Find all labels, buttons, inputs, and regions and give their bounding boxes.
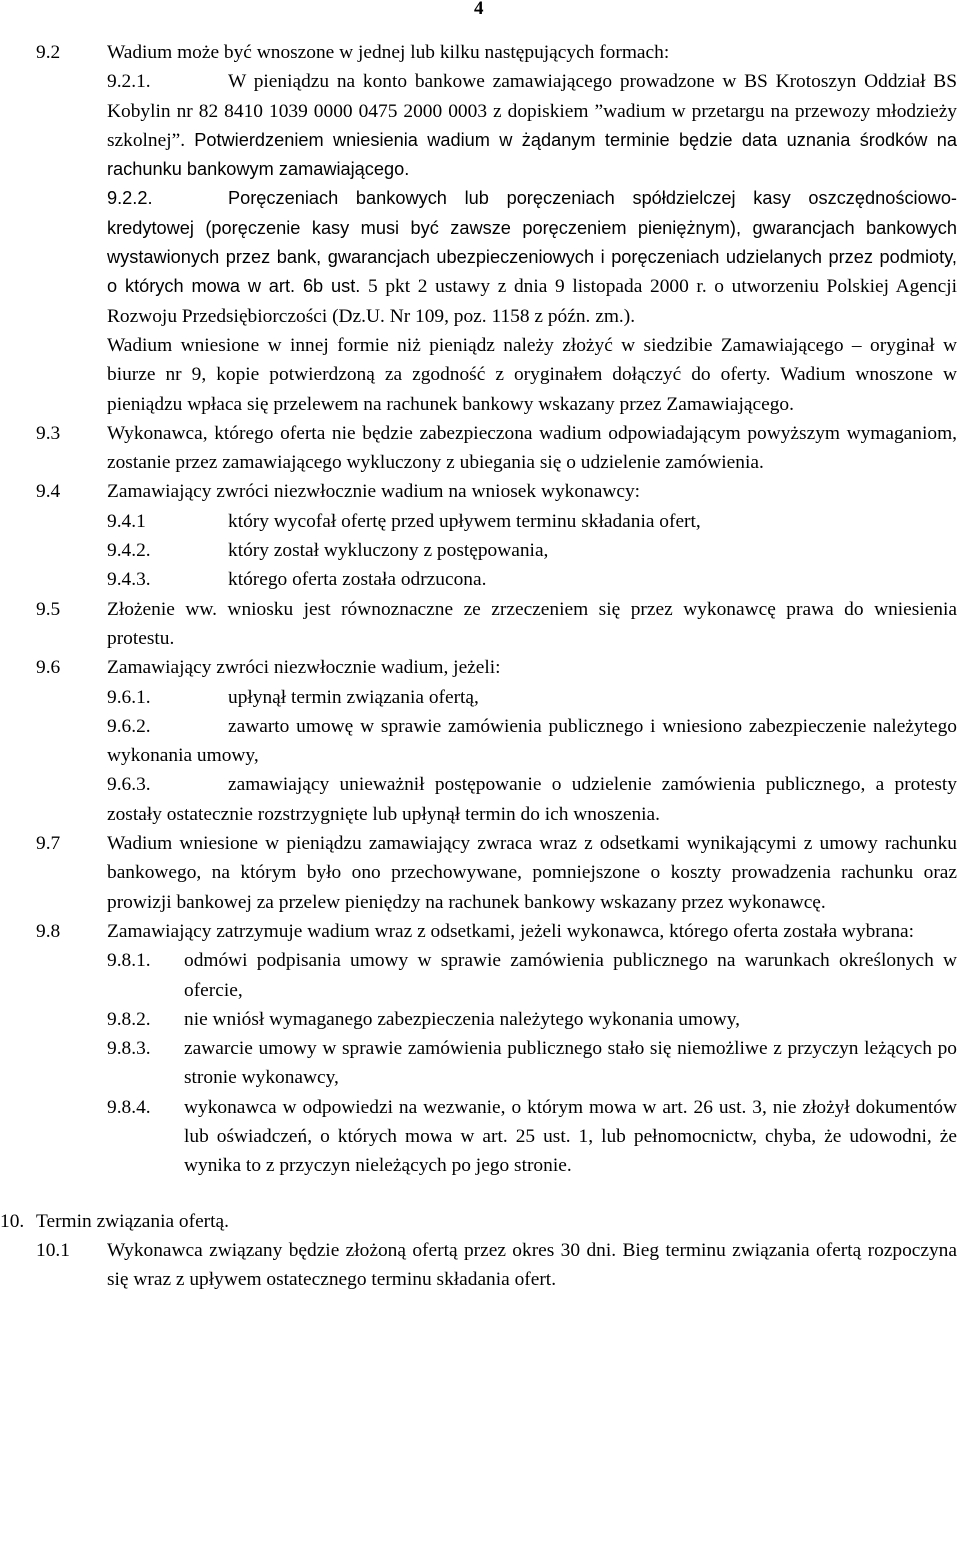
subsection-number: 9.2.1. xyxy=(107,71,151,93)
subsection-9-2-2 xyxy=(107,184,957,330)
item-number: 9.8.4. xyxy=(107,1096,151,1118)
section-9-2 xyxy=(0,38,960,67)
item-number: 9.8.1. xyxy=(107,950,151,972)
list-item xyxy=(107,507,957,536)
section-9-8 xyxy=(0,917,960,946)
item-text: zawarto umowę w sprawie zamówienia publicznego i wniesiono zabezpieczenie należytego wykonania umowy, xyxy=(107,715,957,767)
subsection-number: 9.2.2. xyxy=(107,188,153,209)
list-item xyxy=(107,536,957,565)
section-text: Zamawiający zwróci niezwłocznie wadium na wniosek wykonawcy: xyxy=(107,481,641,503)
list-item xyxy=(107,712,957,771)
item-number: 9.4.2. xyxy=(107,540,151,562)
subsection-text-sans: Potwierdzeniem wniesienia wadium w żądanym terminie będzie data uznania środków na rachunku bankowym zamawiającego. xyxy=(107,129,957,180)
section-text: Złożenie ww. wniosku jest równoznaczne ze zrzeczeniem się przez wykonawcę prawa do wniesienia protestu. xyxy=(107,598,957,649)
spacer xyxy=(0,1181,960,1207)
section-9-3 xyxy=(0,419,960,478)
list-item xyxy=(107,683,957,712)
item-number: 9.8.3. xyxy=(107,1038,151,1060)
item-number: 9.6.1. xyxy=(107,686,151,708)
list-item xyxy=(107,1034,957,1093)
section-number: 9.2 xyxy=(36,42,61,63)
item-text: nie wniósł wymaganego zabezpieczenia należytego wykonania umowy, xyxy=(184,1008,741,1030)
section-title: Termin związania ofertą. xyxy=(36,1210,229,1232)
section-number: 9.3 xyxy=(36,422,61,444)
section-text: Wadium wniesione w pieniądzu zamawiający zwraca wraz z odsetkami wynikającymi z umowy rachunku bankowego, na którym było ono przechowywane, pomniejszone o koszty prowadzenia rachunku oraz prowizji bankowej za przelew pieniędzy na rachunek bankowy wskazany przez wykonawcę. xyxy=(107,833,957,913)
item-number: 9.8.2. xyxy=(107,1008,151,1030)
document-body xyxy=(0,38,960,1294)
item-text: którego oferta została odrzucona. xyxy=(228,569,487,591)
section-text: Wadium może być wnoszone w jednej lub kilku następujących formach: xyxy=(107,42,670,63)
page-number: 4 xyxy=(474,0,484,19)
section-9-4 xyxy=(0,477,960,506)
subsection-text: W pieniądzu na konto bankowe zamawiającego prowadzone w BS Krotoszyn Oddział BS Kobylin nr 82 8410 1039 0000 0475 2000 0003 z dopiskiem ”wadium w przetargu na przewozy młodzieży szkolnej”. xyxy=(107,71,957,151)
list-item xyxy=(107,946,957,1005)
item-text: zamawiający unieważnił postępowanie o udzielenie zamówienia publicznego, a protesty zostały ostatecznie rozstrzygnięte lub upłynął termin do ich wnoszenia. xyxy=(107,774,957,825)
list-item xyxy=(107,1005,957,1034)
section-text: Zamawiający zwróci niezwłocznie wadium, jeżeli: xyxy=(107,657,501,679)
section-9-5 xyxy=(0,595,960,654)
item-number: 9.6.2. xyxy=(107,715,151,737)
section-number: 10. xyxy=(0,1210,25,1232)
item-text: odmówi podpisania umowy w sprawie zamówienia publicznego na warunkach określonych w ofercie, xyxy=(184,950,957,1001)
item-text: który wycofał ofertę przed upływem terminu składania ofert, xyxy=(228,510,701,532)
subsection-text: 5 pkt 2 ustawy z dnia 9 listopada 2000 r. o utworzeniu Polskiej Agencji Rozwoju Przedsiębiorczości (Dz.U. Nr 109, poz. 1158 z późn. zm.). xyxy=(107,276,957,327)
section-number: 9.5 xyxy=(36,598,61,620)
section-text: Wykonawca, którego oferta nie będzie zabezpieczona wadium odpowiadającym powyższym wymaganiom, zostanie przez zamawiającego wykluczony z ubiegania się o udzielenie zamówienia. xyxy=(107,422,957,474)
section-9-6 xyxy=(0,653,960,682)
section-number: 9.4 xyxy=(36,481,61,503)
section-number: 9.8 xyxy=(36,920,61,942)
section-text: Wykonawca związany będzie złożoną ofertą przez okres 30 dni. Bieg terminu związania ofertą rozpoczyna się wraz z upływem ostatecznego terminu składania ofert. xyxy=(107,1239,957,1291)
list-item xyxy=(107,770,957,829)
section-number: 9.6 xyxy=(36,657,61,679)
item-text: wykonawca w odpowiedzi na wezwanie, o którym mowa w art. 26 ust. 3, nie złożył dokumentów lub oświadczeń, o których mowa w art. 25 ust. 1, lub pełnomocnictw, chyba, że udowodni, że wynika to z przyczyn nieleżących po jego stronie. xyxy=(184,1096,957,1177)
list-item xyxy=(107,565,957,594)
section-number: 9.7 xyxy=(36,833,61,855)
item-number: 9.4.3. xyxy=(107,569,151,591)
item-text: zawarcie umowy w sprawie zamówienia publicznego stało się niemożliwe z przyczyn leżących po stronie wykonawcy, xyxy=(184,1038,957,1089)
item-text: który został wykluczony z postępowania, xyxy=(228,540,549,562)
section-text: Zamawiający zatrzymuje wadium wraz z odsetkami, jeżeli wykonawca, którego oferta została wybrana: xyxy=(107,920,915,942)
item-text: upłynął termin związania ofertą, xyxy=(228,686,479,708)
wadium-note: Wadium wniesione w innej formie niż pieniądz należy złożyć w siedzibie Zamawiającego – oryginał w biurze nr 9, kopie potwierdzoną za zgodność z oryginałem dołączyć do oferty. Wadium wnoszone w pieniądzu wpłaca się przelewem na rachunek bankowy wskazany przez Zamawiającego. xyxy=(107,334,957,415)
subsection-text-sans: Poręczeniach bankowych lub poręczeniach spółdzielczej kasy oszczędnościowo-kredytowej (poręczenie kasy musi być zawsze poręczeniem pieniężnym), gwarancjach bankowych wystawionych przez bank, gwarancjach ubezpieczeniowych i poręczeniach udzielanych przez podmioty, o których mowa w art. 6b ust. xyxy=(107,188,957,297)
section-9-7 xyxy=(0,829,960,917)
item-number: 9.4.1 xyxy=(107,510,146,532)
section-10-1 xyxy=(0,1236,960,1295)
item-number: 9.6.3. xyxy=(107,774,151,796)
section-number: 10.1 xyxy=(36,1239,70,1261)
subsection-9-2-1 xyxy=(107,67,957,184)
list-item xyxy=(107,1093,957,1181)
section-10 xyxy=(0,1207,960,1236)
